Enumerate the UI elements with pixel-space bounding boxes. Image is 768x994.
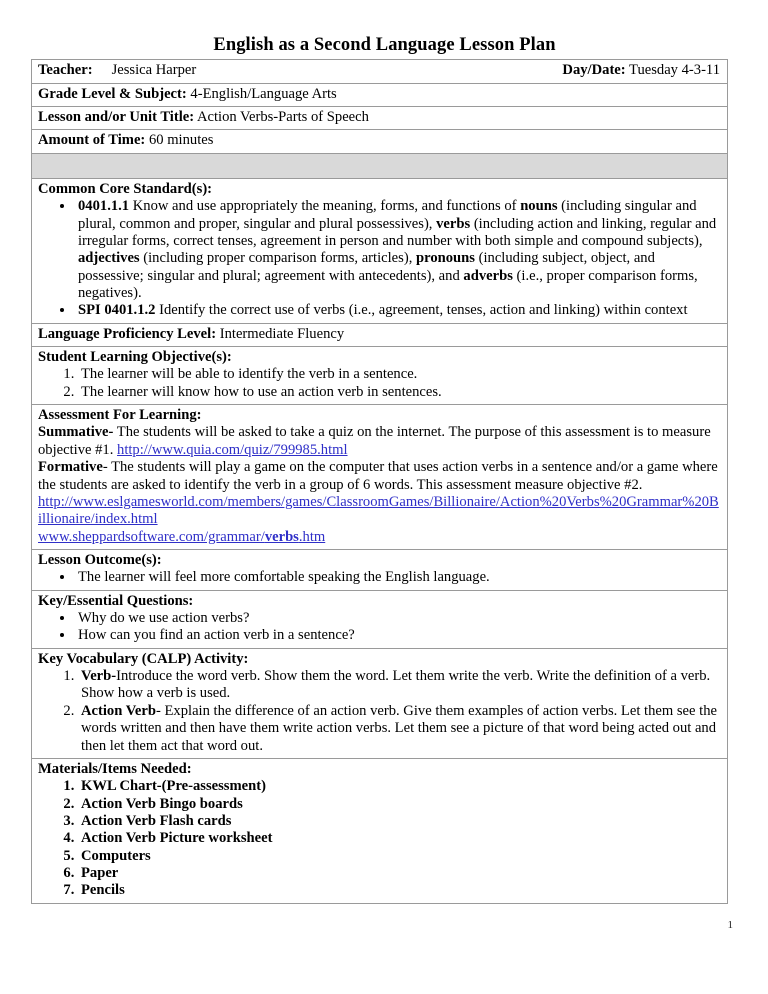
link-bold-segment: verbs [264, 528, 299, 545]
objectives-heading: Student Learning Objective(s): [38, 349, 232, 366]
list-item [78, 703, 722, 755]
table-row-grade [32, 83, 728, 106]
table-row-unit [32, 107, 728, 130]
lesson-plan-table [31, 59, 728, 903]
emphasized-term: adjectives [78, 250, 140, 267]
emphasized-term: adverbs [463, 267, 513, 284]
summative-text: The students will be asked to take a quiz on the internet. The purpose of this assessment is to measure objective #1. [38, 424, 711, 458]
standard-code: 0401.1.1 [78, 198, 130, 215]
table-row-materials [32, 758, 728, 903]
formative-paragraph [38, 459, 722, 494]
daydate-field [562, 62, 722, 79]
objectives-list [38, 366, 722, 401]
vocabulary-term: Action Verb [81, 702, 156, 719]
grade-value: 4-English/Language Arts [190, 85, 337, 102]
outcomes-heading: Lesson Outcome(s): [38, 551, 162, 568]
daydate-value: Tuesday 4-3-11 [629, 62, 720, 79]
list-item: 4. Action Verb Picture worksheet [78, 830, 722, 847]
list-item: 5. Computers [78, 848, 722, 865]
standard-code: SPI 0401.1.2 [78, 302, 156, 319]
table-row-questions [32, 590, 728, 648]
table-row-outcomes [32, 549, 728, 590]
questions-cell [32, 590, 728, 648]
outcomes-list [38, 569, 722, 586]
standard-text-run: (including proper comparison forms, articles), [139, 250, 416, 267]
daydate-label: Day/Date: [562, 62, 626, 79]
summative-paragraph [38, 424, 722, 459]
list-item [75, 302, 722, 319]
unit-label: Lesson and/or Unit Title: [38, 109, 195, 126]
list-item: 6. Paper [78, 865, 722, 882]
teacher-field [38, 62, 196, 79]
list-item: 2. Action Verb Bingo boards [78, 796, 722, 813]
outcomes-cell [32, 549, 728, 590]
grade-label: Grade Level & Subject: [38, 85, 187, 102]
standard-text-run: (including action and linking, regular and irregular forms, correct tenses, agreement in person and number with both simple and compound subjects), [78, 215, 717, 249]
time-label: Amount of Time: [38, 132, 146, 149]
standard-text-run: (including singular and plural, common and proper, singular and plural possessives), [78, 198, 697, 232]
list-item [78, 668, 722, 703]
proficiency-value: Intermediate Fluency [219, 325, 345, 342]
table-row-vocabulary [32, 648, 728, 758]
standard-text-run: (i.e., proper comparison forms, negatives). [78, 267, 698, 301]
emphasized-term: verbs [436, 215, 471, 232]
table-row-spacer [32, 153, 728, 178]
summative-label: Summative- [38, 424, 114, 441]
formative-text: - The students will play a game on the computer that uses action verbs in a sentence and/or a game where the students are asked to identify the verb in a group of 6 words. This assessment measure objective #2. [38, 459, 718, 493]
standard-text-run: (including subject, object, and possessive; singular and plural; agreement with antecedents), and [78, 250, 655, 284]
list-item: • Why do we use action verbs? [75, 610, 722, 627]
emphasized-term: pronouns [416, 250, 475, 267]
unit-cell [32, 107, 728, 130]
list-item: 1. The learner will be able to identify the verb in a sentence. [78, 366, 722, 383]
vocabulary-term: Verb- [81, 668, 117, 685]
table-row-assessment [32, 405, 728, 550]
summative-link[interactable]: http://www.quia.com/quiz/799985.html [117, 441, 348, 458]
proficiency-cell [32, 323, 728, 346]
vocabulary-text: Introduce the word verb. Show them the word. Let them write the verb. Write the definition of a verb. Show how a verb is used. [81, 668, 711, 702]
list-item [75, 198, 722, 302]
materials-cell [32, 758, 728, 903]
list-item: 2. The learner will know how to use an action verb in sentences. [78, 384, 722, 401]
link-prefix: www.sheppardsoftware.com/grammar/ [38, 528, 265, 545]
unit-value: Action Verbs-Parts of Speech [196, 109, 369, 126]
eslgamesworld-link[interactable]: http://www.eslgamesworld.com/members/games/ClassroomGames/Billionaire/Action%20Verbs%20Grammar%20Billionaire/index.html [38, 493, 719, 528]
standards-cell [32, 178, 728, 323]
assessment-cell [32, 405, 728, 550]
questions-list [38, 610, 722, 645]
assessment-heading: Assessment For Learning: [38, 407, 202, 424]
table-row-standards [32, 178, 728, 323]
standard-text [155, 302, 687, 318]
time-cell [32, 130, 728, 153]
vocabulary-cell [32, 648, 728, 758]
time-value: 60 minutes [148, 132, 214, 149]
vocabulary-heading: Key Vocabulary (CALP) Activity: [38, 650, 249, 667]
proficiency-label: Language Proficiency Level: [38, 325, 217, 342]
standards-list [38, 198, 722, 320]
teacher-value: Jessica Harper [111, 62, 197, 79]
standard-text-run: Identify the correct use of verbs (i.e., agreement, tenses, action and linking) within context [155, 302, 688, 319]
list-item: • The learner will feel more comfortable speaking the English language. [75, 569, 722, 586]
table-row-time [32, 130, 728, 153]
materials-list [38, 778, 722, 900]
objectives-cell [32, 347, 728, 405]
grade-cell [32, 83, 728, 106]
page-title: English as a Second Language Lesson Plan [213, 35, 556, 55]
table-row-proficiency [32, 323, 728, 346]
table-row-objectives [32, 347, 728, 405]
teacher-daydate-cell [32, 60, 728, 83]
link-suffix: .htm [298, 528, 326, 545]
emphasized-term: nouns [520, 198, 558, 215]
teacher-label: Teacher: [38, 62, 93, 79]
vocabulary-text: - Explain the difference of an action verb. Give them examples of action verbs. Let them see the words written and then have them write action verbs. Let them see a picture of that word being acted out and then let them act that word out. [81, 702, 717, 754]
list-item: • How can you find an action verb in a sentence? [75, 627, 722, 644]
formative-label: Formative [38, 459, 103, 476]
materials-heading: Materials/Items Needed: [38, 760, 192, 777]
list-item: 3. Action Verb Flash cards [78, 813, 722, 830]
standard-text-run: Know and use appropriately the meaning, forms, and functions of [129, 198, 521, 215]
questions-heading: Key/Essential Questions: [38, 592, 194, 609]
sheppardsoftware-link[interactable] [38, 529, 722, 546]
standard-text [78, 198, 716, 301]
table-row-teacher [32, 60, 728, 83]
list-item: 1. KWL Chart-(Pre-assessment) [78, 778, 722, 795]
standards-heading: Common Core Standard(s): [38, 180, 213, 197]
page-number: 1 [727, 919, 733, 931]
list-item: 7. Pencils [78, 882, 722, 899]
spacer-cell [32, 153, 728, 178]
vocabulary-list [38, 668, 722, 755]
